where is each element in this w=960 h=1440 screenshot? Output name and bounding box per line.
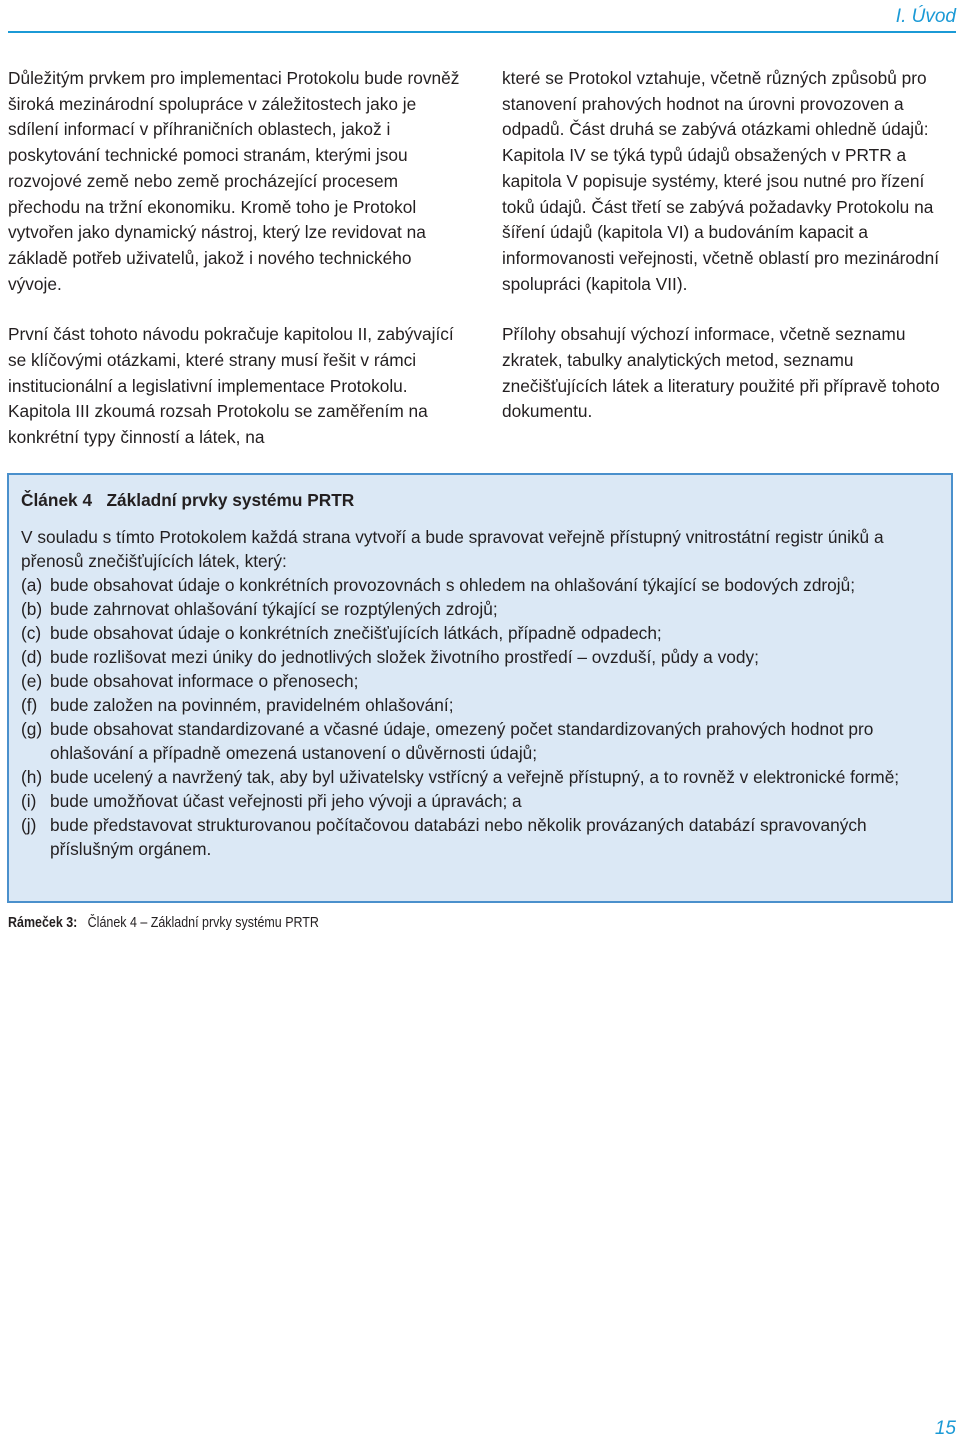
list-item-letter: (c) [21, 623, 42, 643]
article-title: Článek 4 Základní prvky systému PRTR [21, 490, 355, 510]
list-item-text: bude ucelený a navržený tak, aby byl uživatelsky vstřícný a veřejně přístupný, a to rovněž v elektronické formě; [50, 767, 900, 787]
caption-text: Článek 4 – Základní prvky systému PRTR [87, 915, 319, 931]
page-header [8, 0, 956, 32]
article-intro: V souladu s tímto Protokolem každá strana vytvoří a bude spravovat veřejně přístupný vnitrostátní registr úniků a přenosů znečišťujících látek, který: [21, 527, 884, 571]
list-item-text: bude obsahovat standardizované a včasné údaje, omezený počet standardizovaných prahových hodnot pro ohlašování a případně omezená ustanovení o důvěrnosti údajů; [50, 719, 874, 763]
list-item-letter: (d) [21, 647, 43, 667]
list-item [21, 645, 939, 669]
list-item [21, 789, 939, 813]
left-column [8, 66, 468, 476]
list-item-letter: (e) [21, 671, 43, 691]
left-paragraph-2: První část tohoto návodu pokračuje kapitolou II, zabývající se klíčovými otázkami, které strany musí řešit v rámci institucionální a legislativní implementace Protokolu. Kapitola III zkoumá rozsah Protokolu se zaměřením na konkrétní typy činností a látek, na [8, 324, 454, 448]
list-item-text: bude založen na povinném, pravidelném ohlašování; [50, 695, 454, 715]
right-paragraph-1: které se Protokol vztahuje, včetně různých způsobů pro stanovení prahových hodnot na úrovni provozoven a odpadů. Část druhá se zabývá otázkami ohledně údajů: Kapitola IV se týká typů údajů obsažených v PRTR a kapitola V popisuje systémy, které jsou nutné pro řízení toků údajů. Část třetí se zabývá požadavky Protokolu na šíření údajů (kapitola VI) a budováním kapacit a informovanosti veřejnosti, včetně oblastí pro mezinárodní spolupráci (kapitola VII). [502, 68, 940, 294]
list-item-letter: (j) [21, 815, 37, 835]
list-item [21, 765, 939, 789]
list-item [21, 717, 939, 765]
header-rule [8, 31, 956, 33]
list-item [21, 669, 939, 693]
box-caption [8, 913, 319, 933]
list-item-letter: (g) [21, 719, 43, 739]
list-item [21, 693, 939, 717]
list-item-letter: (b) [21, 599, 43, 619]
right-paragraph-2: Přílohy obsahují výchozí informace, včetně seznamu zkratek, tabulky analytických metod, seznamu znečišťujících látek a literatury použité při přípravě tohoto dokumentu. [502, 324, 940, 422]
section-title: I. Úvod [895, 6, 956, 27]
article-list [21, 573, 939, 861]
list-item-text: bude obsahovat informace o přenosech; [50, 671, 359, 691]
page-number: 15 [934, 1418, 956, 1439]
list-item-text: bude zahrnovat ohlašování týkající se rozptýlených zdrojů; [50, 599, 498, 619]
list-item [21, 813, 939, 861]
list-item-text: bude představovat strukturovanou počítačovou databázi nebo několik provázaných databází spravovaných příslušným orgánem. [50, 815, 867, 859]
article-box [7, 473, 953, 903]
list-item-text: bude obsahovat údaje o konkrétních znečišťujících látkách, případně odpadech; [50, 623, 662, 643]
left-paragraph-1: Důležitým prvkem pro implementaci Protokolu bude rovněž široká mezinárodní spolupráce v záležitostech jako je sdílení informací v příhraničních oblastech, jakož i poskytování technické pomoci stranám, kterými jsou rozvojové země nebo země procházející procesem přechodu na tržní ekonomiku. Kromě toho je Protokol vytvořen jako dynamický nástroj, který lze revidovat na základě potřeb uživatelů, jakož i nového technického vývoje. [8, 68, 460, 294]
list-item-letter: (h) [21, 767, 43, 787]
right-column [502, 66, 958, 450]
list-item-text: bude obsahovat údaje o konkrétních provozovnách s ohledem na ohlašování týkající se bodových zdrojů; [50, 575, 856, 595]
list-item [21, 597, 939, 621]
list-item-text: bude rozlišovat mezi úniky do jednotlivých složek životního prostředí – ovzduší, půdy a vody; [50, 647, 759, 667]
caption-label: Rámeček 3: [8, 915, 78, 931]
list-item-letter: (a) [21, 575, 43, 595]
list-item-letter: (i) [21, 791, 37, 811]
list-item [21, 573, 939, 597]
list-item-text: bude umožňovat účast veřejnosti při jeho vývoji a úpravách; a [50, 791, 522, 811]
list-item-letter: (f) [21, 695, 38, 715]
list-item [21, 621, 939, 645]
